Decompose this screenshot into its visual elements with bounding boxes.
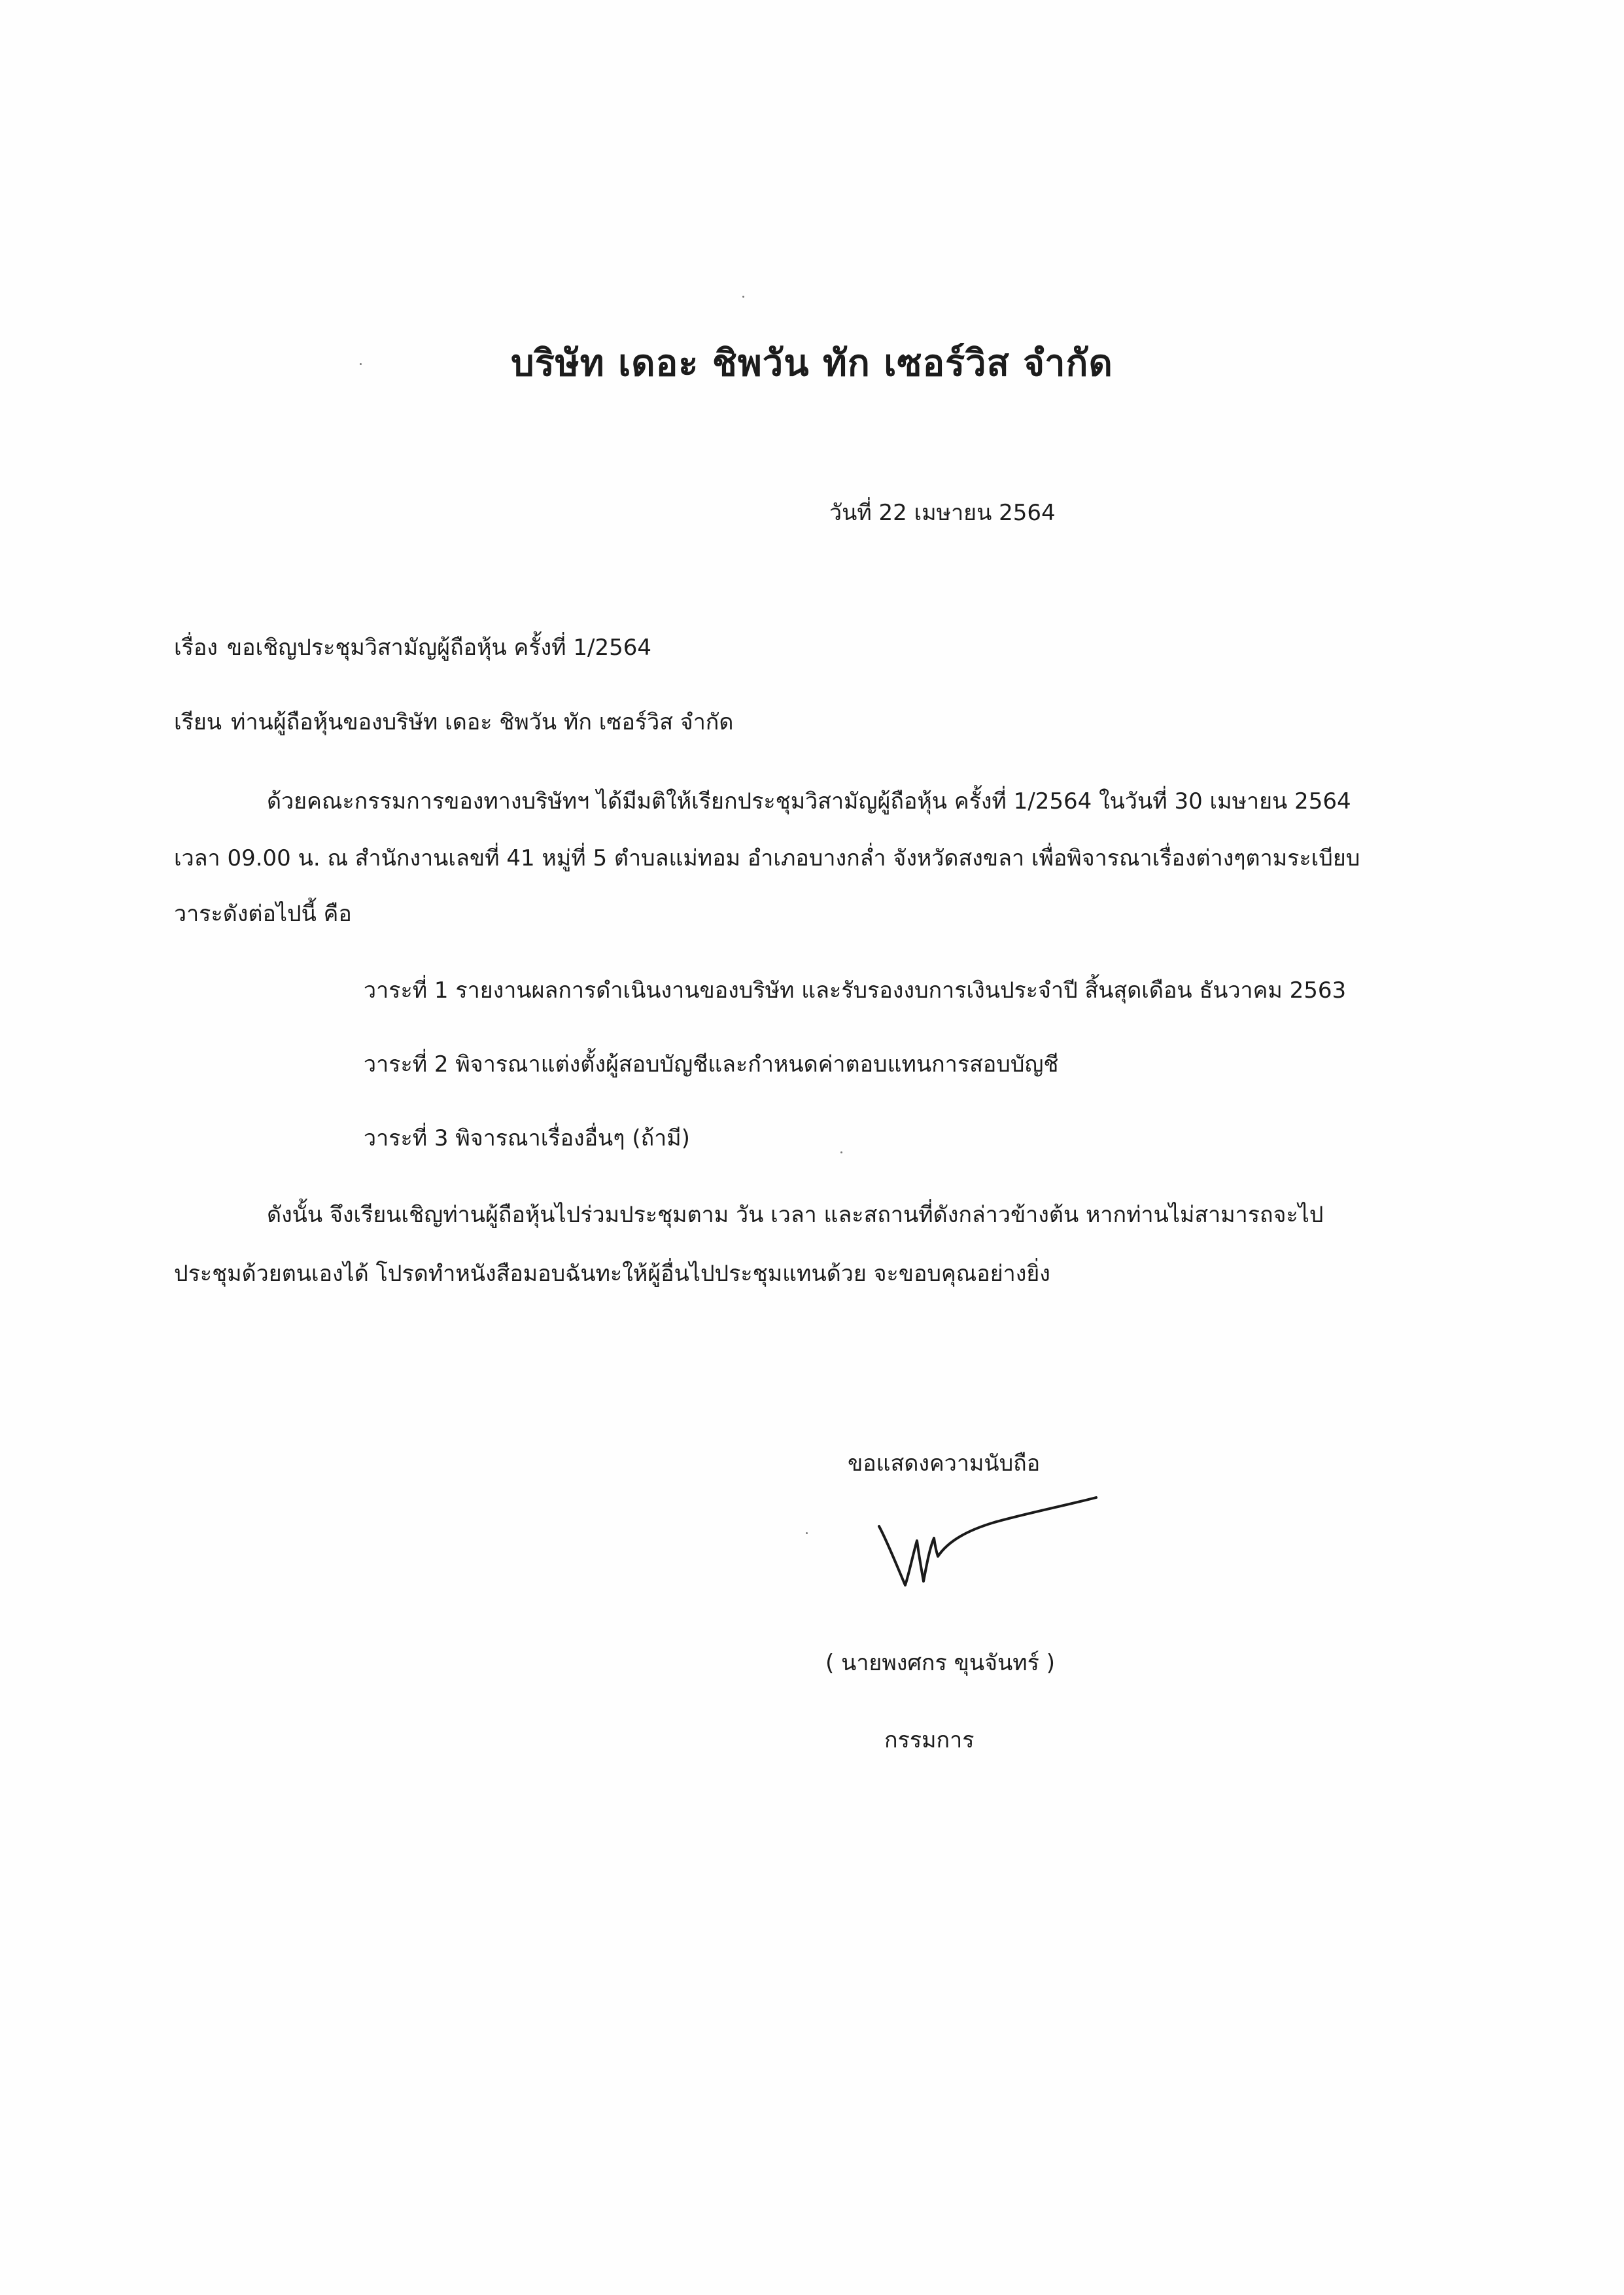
letter-date: วันที่ 22 เมษายน 2564 xyxy=(829,500,1056,526)
scan-speck xyxy=(742,296,744,298)
company-title: บริษัท เดอะ ชิพวัน ทัก เซอร์วิส จำกัด xyxy=(511,342,1113,385)
recipient-line xyxy=(174,708,733,737)
closing-salutation: ขอแสดงความนับถือ xyxy=(848,1450,1041,1477)
body-paragraph-1-line-3: วาระดังต่อไปนี้ คือ xyxy=(174,901,352,927)
agenda-item-1: วาระที่ 1 รายงานผลการดำเนินงานของบริษัท และรับรองงบการเงินประจำปี สิ้นสุดเดือน ธันวาคม 2563 xyxy=(364,977,1347,1004)
body-paragraph-1-line-1: ด้วยคณะกรรมการของทางบริษัทฯ ได้มีมติให้เรียกประชุมวิสามัญผู้ถือหุ้น ครั้งที่ 1/2564 ในวันที่ 30 เมษายน 2564 xyxy=(267,788,1351,815)
handwritten-signature xyxy=(870,1475,1105,1606)
subject-text: ขอเชิญประชุมวิสามัญผู้ถือหุ้น ครั้งที่ 1/2564 xyxy=(226,635,651,661)
body-paragraph-1-line-2: เวลา 09.00 น. ณ สำนักงานเลขที่ 41 หมู่ที่ 5 ตำบลแม่ทอม อำเภอบางกล่ำ จังหวัดสงขลา เพื่อพิจารณาเรื่องต่างๆตามระเบียบ xyxy=(174,845,1360,871)
body-paragraph-2-line-1: ดังนั้น จึงเรียนเชิญท่านผู้ถือหุ้นไปร่วมประชุมตาม วัน เวลา และสถานที่ดังกล่าวข้างต้น หากท่านไม่สามารถจะไป xyxy=(267,1202,1324,1228)
subject-line xyxy=(174,633,651,662)
signer-title: กรรมการ xyxy=(884,1727,975,1753)
recipient-label: เรียน xyxy=(174,709,222,735)
scan-speck xyxy=(806,1532,808,1534)
signer-name: ( นายพงศกร ขุนจันทร์ ) xyxy=(825,1650,1055,1676)
subject-label: เรื่อง xyxy=(174,635,218,661)
scan-speck xyxy=(840,1151,842,1153)
agenda-item-2: วาระที่ 2 พิจารณาแต่งตั้งผู้สอบบัญชีและกำหนดค่าตอบแทนการสอบบัญชี xyxy=(364,1051,1059,1077)
agenda-item-3: วาระที่ 3 พิจารณาเรื่องอื่นๆ (ถ้ามี) xyxy=(364,1125,690,1151)
recipient-text: ท่านผู้ถือหุ้นของบริษัท เดอะ ชิพวัน ทัก เซอร์วิส จำกัด xyxy=(231,709,734,735)
body-paragraph-2-line-2: ประชุมด้วยตนเองได้ โปรดทำหนังสือมอบฉันทะให้ผู้อื่นไปประชุมแทนด้วย จะขอบคุณอย่างยิ่ง xyxy=(174,1261,1050,1287)
